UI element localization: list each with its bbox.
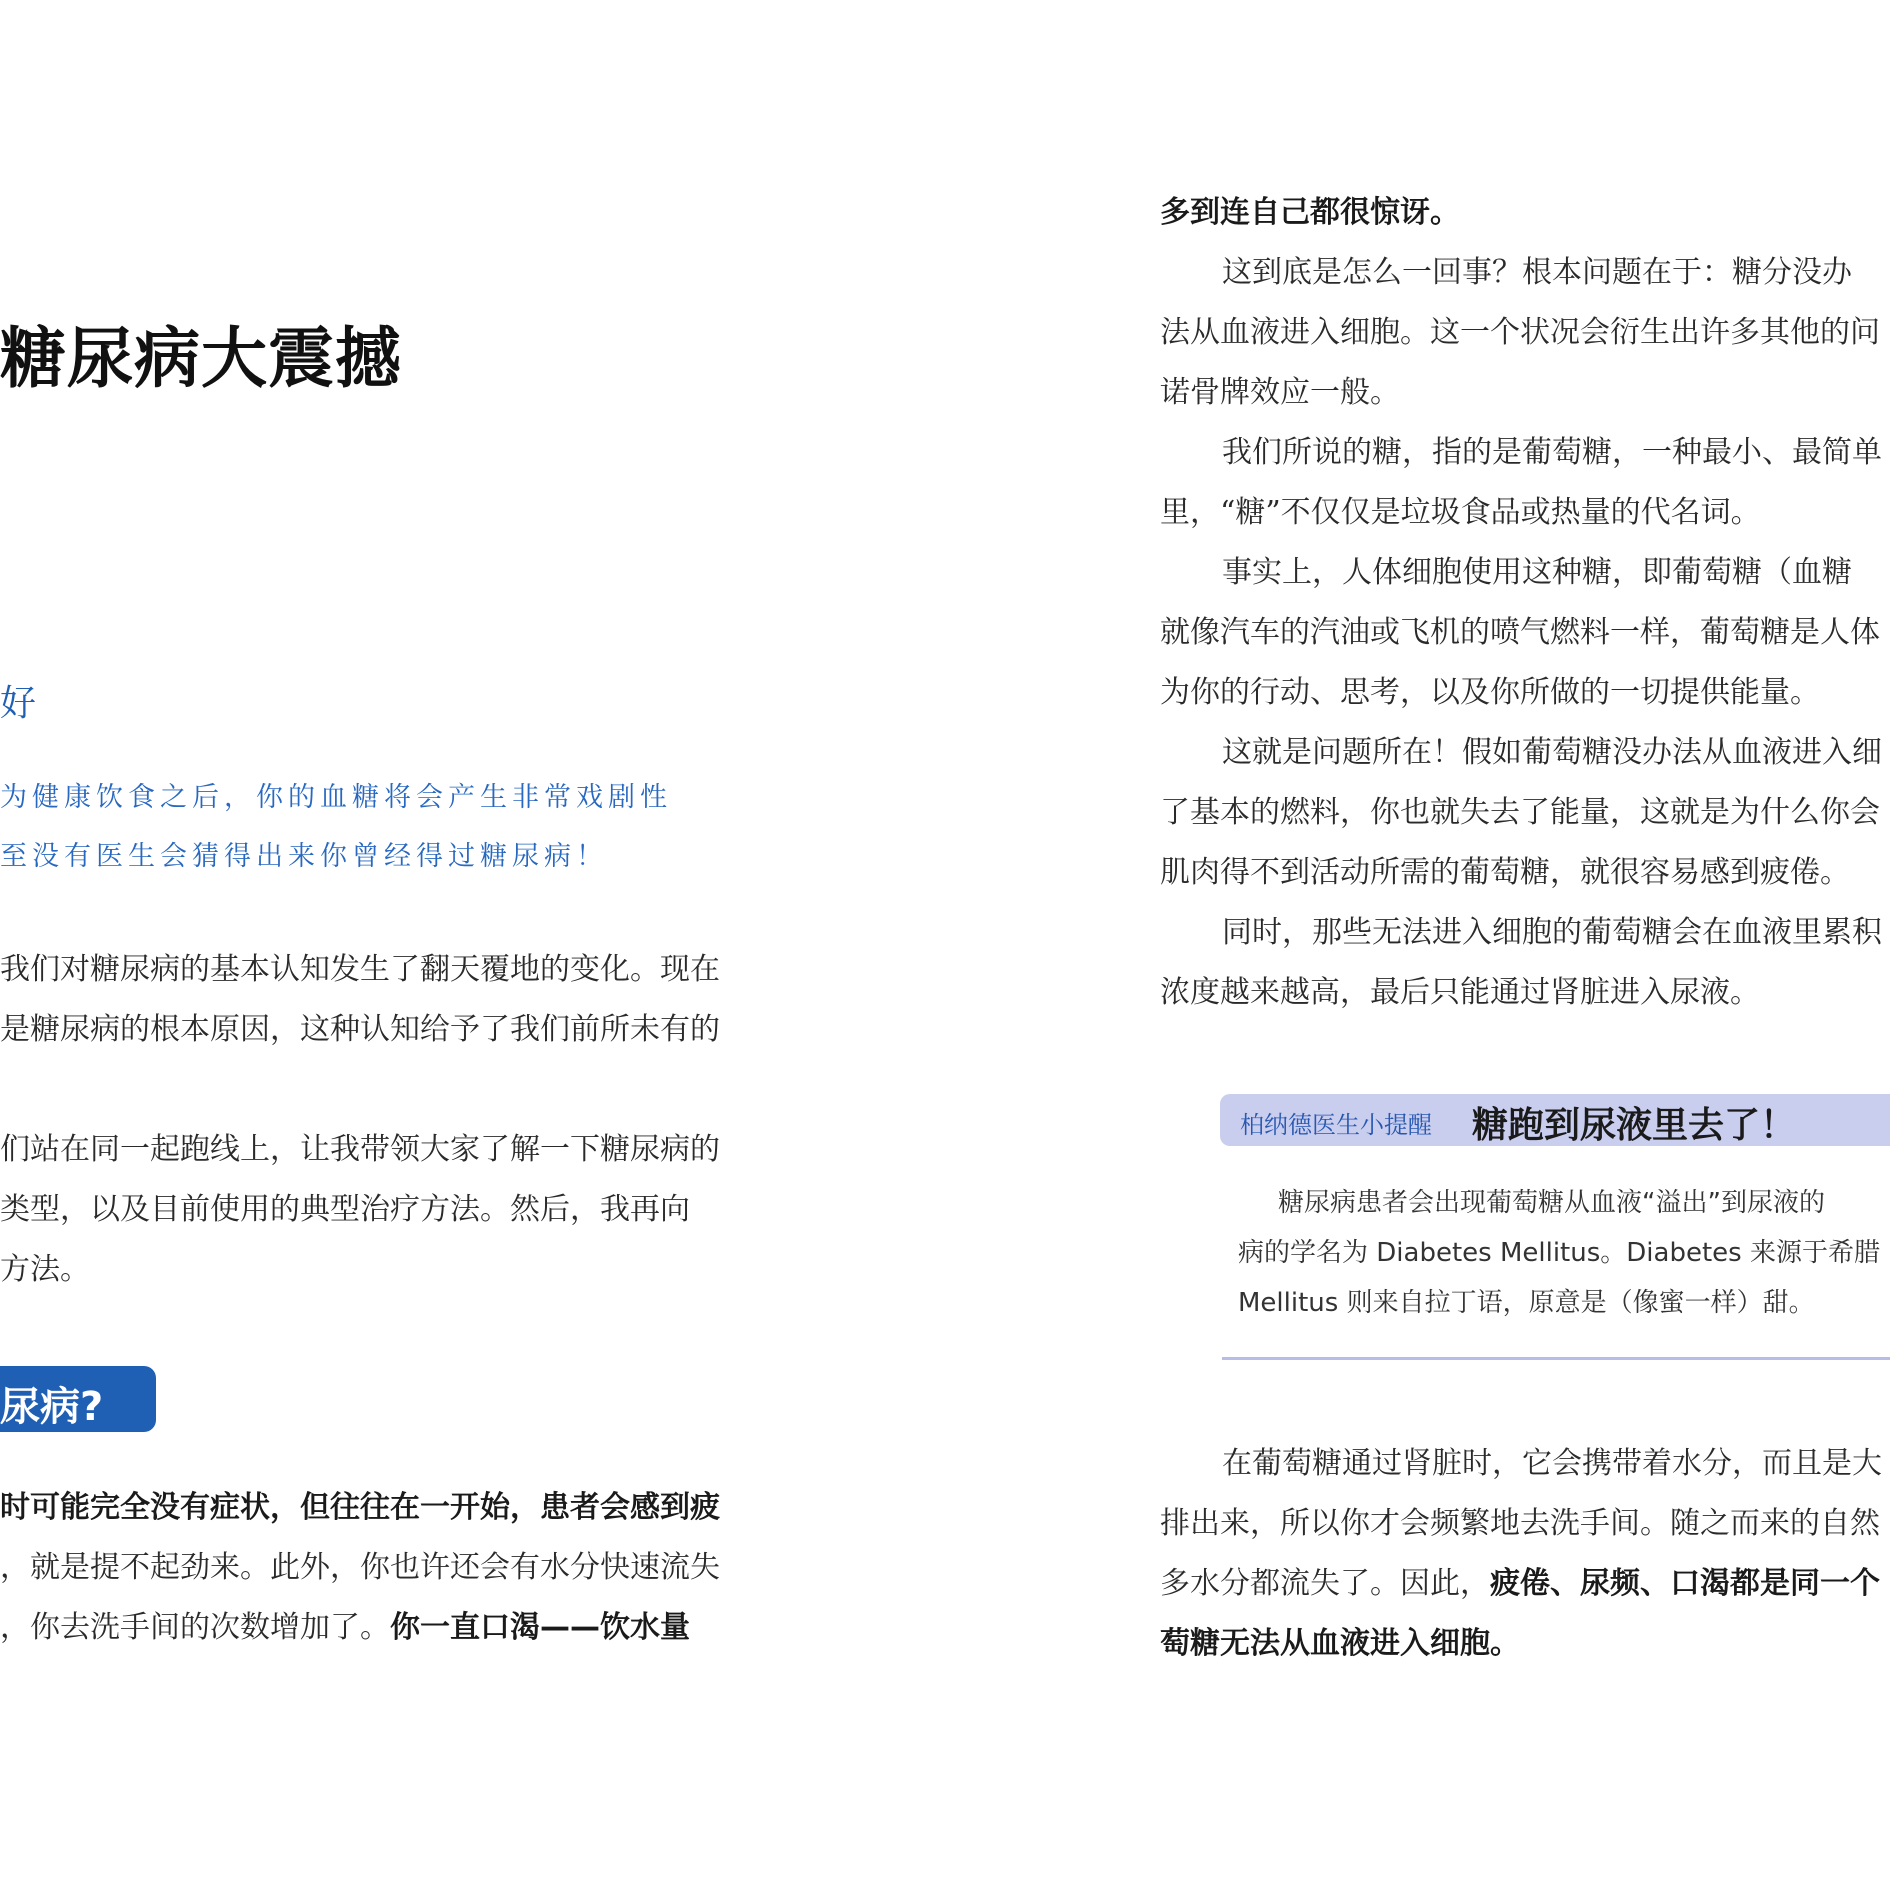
body-line-mixed [0, 1598, 690, 1658]
body-line: 排出来，所以你才会频繁地去洗手间。随之而来的自然 [1160, 1506, 1880, 1541]
question-heading-tab [0, 1366, 156, 1432]
body-line-bold: 萄糖无法从血液进入细胞。 [1160, 1626, 1520, 1661]
tip-header [1220, 1094, 1890, 1146]
body-text: 多水分都流失了。因此， [1160, 1566, 1490, 1601]
body-line: ，就是提不起劲来。此外，你也许还会有水分快速流失 [0, 1550, 720, 1585]
intro-line: 至没有医生会猜得出来你曾经得过糖尿病！ [0, 841, 608, 872]
body-line: 了基本的燃料，你也就失去了能量，这就是为什么你会 [1160, 795, 1880, 830]
tip-title: 糖跑到尿液里去了！ [1472, 1104, 1797, 1146]
body-line: 诺骨牌效应一般。 [1160, 375, 1400, 410]
left-page [0, 0, 740, 1890]
tip-divider [1222, 1357, 1890, 1360]
body-line: 浓度越来越高，最后只能通过肾脏进入尿液。 [1160, 975, 1760, 1010]
body-line: 这到底是怎么一回事？根本问题在于：糖分没办 [1222, 255, 1852, 290]
tip-label: 柏纳德医生小提醒 [1240, 1111, 1432, 1139]
body-line-bold: 时可能完全没有症状，但往往在一开始，患者会感到疲 [0, 1490, 720, 1525]
body-line: 在葡萄糖通过肾脏时，它会携带着水分，而且是大 [1222, 1446, 1882, 1481]
tip-line: Mellitus 则来自拉丁语，原意是（像蜜一样）甜。 [1238, 1288, 1815, 1318]
body-line: 这就是问题所在！假如葡萄糖没办法从血液进入细 [1222, 735, 1882, 770]
tip-line: 病的学名为 Diabetes Mellitus。Diabetes 来源于希腊 [1238, 1238, 1880, 1268]
body-line: 肌肉得不到活动所需的葡萄糖，就很容易感到疲倦。 [1160, 855, 1850, 890]
tip-line: 糖尿病患者会出现葡萄糖从血液“溢出”到尿液的 [1278, 1188, 1825, 1218]
body-line: 是糖尿病的根本原因，这种认知给予了我们前所未有的 [0, 1012, 720, 1047]
body-line: 我们对糖尿病的基本认知发生了翻天覆地的变化。现在 [0, 952, 720, 987]
body-line-mixed [1160, 1554, 1880, 1614]
tip-box [1220, 1090, 1890, 1360]
body-line: 为你的行动、思考，以及你所做的一切提供能量。 [1160, 675, 1820, 710]
body-line-bold: 多到连自己都很惊讶。 [1160, 195, 1460, 230]
right-page [1160, 0, 1890, 1890]
body-text-bold: 你一直口渴——饮水量 [390, 1610, 690, 1645]
chapter-title: 糖尿病大震撼 [0, 320, 402, 397]
intro-line: 为健康饮食之后，你的血糖将会产生非常戏剧性 [0, 782, 672, 813]
body-text: ，你去洗手间的次数增加了。 [0, 1610, 390, 1645]
body-line: 事实上，人体细胞使用这种糖，即葡萄糖（血糖 [1222, 555, 1852, 590]
body-line: 里，“糖”不仅仅是垃圾食品或热量的代名词。 [1160, 495, 1761, 530]
body-line: 们站在同一起跑线上，让我带领大家了解一下糖尿病的 [0, 1132, 720, 1167]
question-heading: 尿病? [0, 1384, 104, 1430]
body-line: 法从血液进入细胞。这一个状况会衍生出许多其他的问 [1160, 315, 1880, 350]
body-line: 类型，以及目前使用的典型治疗方法。然后，我再向 [0, 1192, 690, 1227]
body-line: 同时，那些无法进入细胞的葡萄糖会在血液里累积 [1222, 915, 1882, 950]
body-line: 就像汽车的汽油或飞机的喷气燃料一样，葡萄糖是人体 [1160, 615, 1880, 650]
body-line: 我们所说的糖，指的是葡萄糖，一种最小、最简单 [1222, 435, 1882, 470]
section-heading: 好 [0, 683, 37, 724]
body-line: 方法。 [0, 1252, 90, 1287]
body-text-bold: 疲倦、尿频、口渴都是同一个 [1490, 1566, 1880, 1601]
